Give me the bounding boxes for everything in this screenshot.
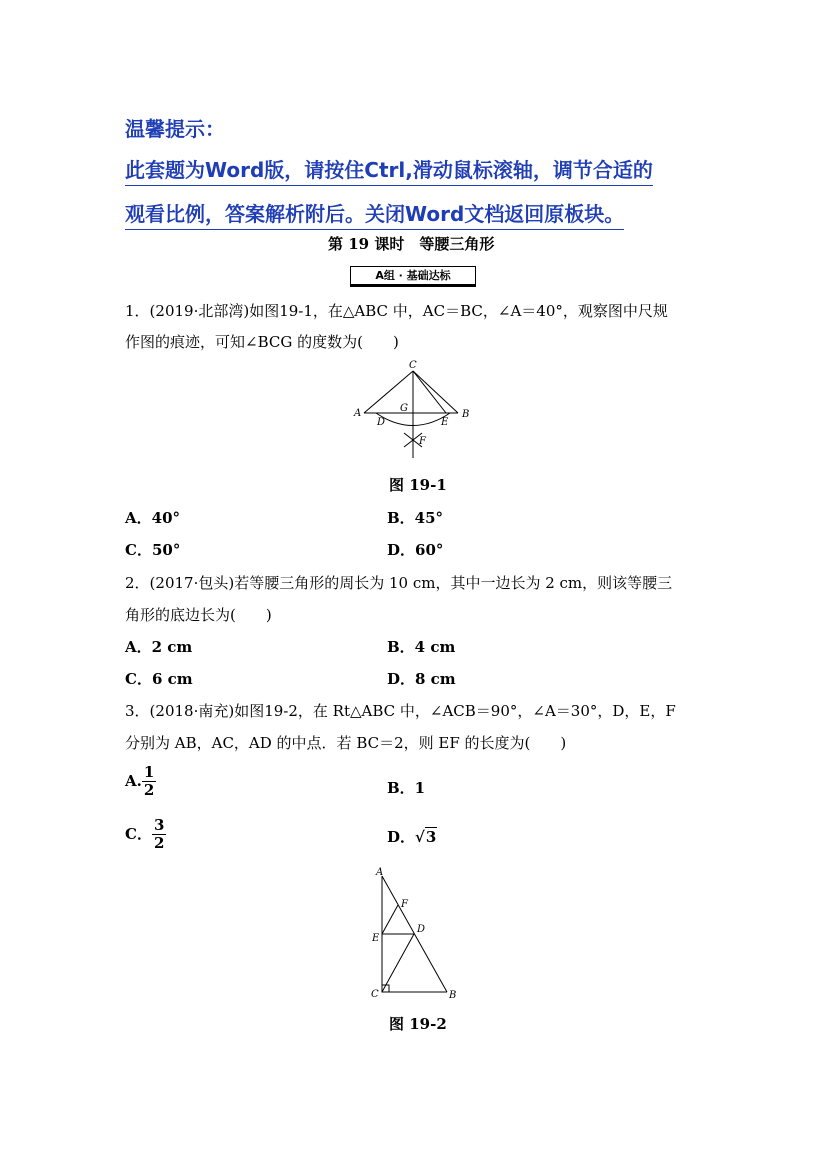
q3-option-c-fraction [152,817,166,852]
q3-option-a-fraction [142,764,156,799]
q3-option-c [125,817,166,852]
fig1-label-a: A [354,408,362,419]
q3-text-line-2: 分别为 AB，AC，AD 的中点．若 BC＝2，则 EF 的长度为( ) [125,734,567,752]
figure-19-1 [348,356,478,466]
q3-text-line-1: 3．(2018·南充)如图19-2，在 Rt△ABC 中，∠ACB＝90°，∠A＝30°，D，E，F [125,702,676,720]
group-label: A组 · 基础达标 [350,266,476,287]
fig1-label-b: B [462,409,470,420]
tip-line-2: 观看比例，答案解析附后。关闭Word文档返回原板块。 [125,198,624,230]
q3-option-c-denominator: 2 [153,834,165,852]
fig1-label-e: E [441,417,449,428]
q3-option-d-radicand: 3 [425,828,437,846]
q1-option-a: A．40° [125,509,181,527]
figure-19-2-caption: 图 19-2 [389,1015,447,1033]
q1-option-d: D．60° [387,541,444,559]
q1-text-line-1: 1．(2019·北部湾)如图19-1，在△ABC 中，AC＝BC，∠A＝40°，观察图中尺规 [125,302,668,320]
tip-line-1: 此套题为Word版，请按住Ctrl,滑动鼠标滚轴，调节合适的 [125,154,653,186]
fig2-segment-cd [382,934,414,992]
q2-option-a: A．2 cm [125,638,193,656]
fig1-line-cg [413,371,446,413]
q3-option-a-numerator: 1 [143,763,155,781]
q2-text-line-1: 2．(2017·包头)若等腰三角形的周长为 10 cm，其中一边长为 2 cm，则该等腰三 [125,574,673,592]
figure-19-2 [365,864,465,1004]
q2-text-line-2: 角形的底边长为( ) [125,606,272,624]
fig1-side-bc [413,371,458,413]
fig1-label-d: D [377,417,386,428]
sqrt-symbol-icon: √ [415,828,425,846]
fig2-label-e: E [372,933,380,944]
tip-heading: 温馨提示： [125,117,225,141]
q3-option-d [387,826,437,847]
q3-option-c-numerator: 3 [153,816,165,834]
fig1-label-f: F [419,436,426,447]
fig2-label-d: D [417,924,426,935]
q1-text-line-2: 作图的痕迹，可知∠BCG 的度数为( ) [125,333,399,351]
q2-option-c: C．6 cm [125,670,193,688]
q3-option-a [125,764,156,799]
fig2-label-a: A [376,867,384,878]
fig1-label-c: C [409,360,417,371]
fig2-label-c: C [371,989,379,1000]
fig2-segment-ef [382,905,398,934]
q3-option-b: B．1 [387,779,426,797]
q3-option-c-prefix: C． [125,825,152,843]
q1-option-b: B．45° [387,509,444,527]
figure-19-1-caption: 图 19-1 [389,476,447,494]
q2-option-b: B．4 cm [387,638,456,656]
fig2-label-b: B [449,990,457,1001]
q3-option-d-prefix: D． [387,828,416,846]
q2-option-d: D．8 cm [387,670,456,688]
q3-option-a-denominator: 2 [143,781,155,799]
q1-option-c: C．50° [125,541,181,559]
q3-option-a-prefix: A. [125,772,142,790]
fig1-label-g: G [400,403,408,414]
lesson-title: 第 19 课时 等腰三角形 [328,235,495,253]
fig2-label-f: F [401,899,408,910]
